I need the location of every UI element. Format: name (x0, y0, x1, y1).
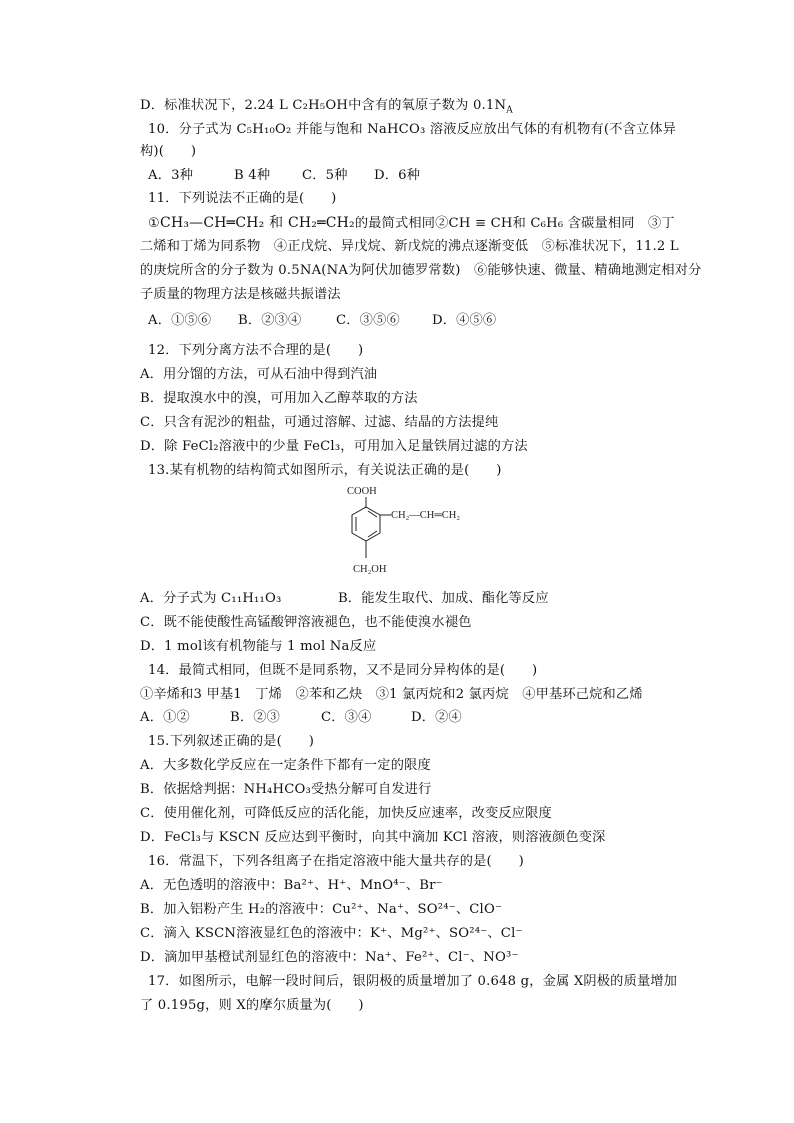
q16-option-d: D．滴加甲基橙试剂显红色的溶液中：Na⁺、Fe²⁺、Cl⁻、NO³⁻ (140, 950, 519, 965)
q14-stem: 14．最简式相同，但既不是同系物，又不是同分异构体的是( ) (148, 663, 538, 678)
q14-items: ①辛烯和3 甲基1 丁烯 ②苯和乙炔 ③1 氯丙烷和2 氯丙烷 ④甲基环己烷和乙烯 (140, 687, 643, 702)
q15-option-d: D．FeCl₃与 KSCN 反应达到平衡时，向其中滴加 KCl 溶液，则溶液颜色变深 (140, 830, 606, 845)
q13-option-a: A．分子式为 C₁₁H₁₁O₃ (140, 591, 282, 606)
q10-stem-line1: 10．分子式为 C₅H₁₀O₂ 并能与饱和 NaHCO₃ 溶液反应放出气体的有机物有(不含立体异 (148, 122, 677, 137)
q9-option-d: D．标准状况下，2.24 L C₂H₅OH中含有的氧原子数为 $0.1N_A$ (140, 98, 513, 116)
q16-option-a: A．无色透明的溶液中：Ba²⁺、H⁺、MnO⁴⁻、Br⁻ (140, 878, 443, 893)
q16-option-b: B．加入铝粉产生 H₂的溶液中：Cu²⁺、Na⁺、SO²⁴⁻、ClO⁻ (140, 902, 503, 917)
q15-option-a: A．大多数化学反应在一定条件下都有一定的限度 (140, 758, 431, 773)
q10-option-b: B 4种 (234, 168, 271, 183)
q13-stem: 13.某有机物的结构简式如图所示，有关说法正确的是( ) (148, 463, 502, 478)
ring-double-bond-3 (368, 531, 377, 537)
q11-stem: 11．下列说法不正确的是( ) (148, 191, 337, 206)
hydroxymethyl-group-label: CH₂OH (353, 564, 387, 575)
q14-option-c: C．③④ (321, 710, 372, 725)
q10-option-d: D．6种 (374, 168, 421, 183)
q13-option-b: B．能发生取代、加成、酯化等反应 (338, 591, 549, 606)
q13-options-row1 (140, 588, 549, 610)
q10-stem-line2: 构)( ) (140, 144, 197, 159)
q13-option-c: C．既不能使酸性高锰酸钾溶液褪色，也不能使溴水褪色 (140, 615, 472, 630)
q11-option-d: D．④⑤⑥ (432, 313, 497, 328)
q12-option-b: B．提取溴水中的溴，可用加入乙醇萃取的方法 (140, 391, 418, 406)
q11-option-b: B．②③④ (238, 313, 302, 328)
carboxyl-group-label: COOH (347, 486, 377, 497)
q11-item-line2: 二烯和丁烯为同系物 ④正戊烷、异戊烷、新戊烷的沸点逐渐变低 ⑤标准状况下，11.2 L (140, 239, 679, 254)
q16-stem: 16．常温下，下列各组离子在指定溶液中能大量共存的是( ) (148, 854, 524, 869)
q14-option-d: D．②④ (411, 710, 462, 725)
q13-option-d: D．1 mol该有机物能与 1 mol Na反应 (140, 639, 377, 654)
q15-option-c: C．使用催化剂，可降低反应的活化能，加快反应速率，改变反应限度 (140, 806, 552, 821)
q10-option-a: A．3种 (148, 168, 194, 183)
q12-stem: 12．下列分离方法不合理的是( ) (148, 343, 364, 358)
q12-option-d: D．除 FeCl₂溶液中的少量 FeCl₃，可用加入足量铁屑过滤的方法 (140, 439, 528, 454)
q14-options (140, 707, 462, 729)
q11-option-c: C．③⑤⑥ (336, 313, 400, 328)
q17-stem-line2: 了 0.195g，则 X的摩尔质量为( ) (140, 998, 364, 1013)
q15-option-b: B．依据焓判据：NH₄HCO₃受热分解可自发进行 (140, 782, 432, 797)
q11-item-line4: 子质量的物理方法是核磁共振谱法 (140, 287, 341, 302)
q11-options (148, 310, 496, 332)
q16-option-c: C．滴入 KSCN溶液显红色的溶液中：K⁺、Mg²⁺、SO²⁴⁻、Cl⁻ (140, 926, 523, 941)
q15-stem: 15.下列叙述正确的是( ) (148, 734, 315, 749)
q11-option-a: A．①⑤⑥ (148, 313, 212, 328)
q10-option-c: C．5种 (302, 168, 348, 183)
q13-structure-diagram (343, 480, 483, 582)
q12-option-c: C．只含有泥沙的粗盐，可通过溶解、过滤、结晶的方法提纯 (140, 415, 499, 430)
q17-stem-line1: 17．如图所示，电解一段时间后，银阴极的质量增加了 0.648 g，金属 X阴极的质量增加 (148, 974, 678, 989)
q11-item-line1: ①CH₃—CH═CH₂ 和 CH₂═CH₂的最简式相同②CH ≡ CH和 C₆H₆ 含碳量相同 ③丁 (148, 215, 675, 231)
ring-double-bond-2 (368, 511, 377, 517)
q14-option-a: A．①② (140, 710, 190, 725)
q14-option-b: B．②③ (230, 710, 281, 725)
allyl-group-label: CH₂—CH═CH₂ (391, 510, 461, 521)
q11-formula: CH₃—CH═CH₂ 和 CH₂═CH₂ (160, 215, 355, 231)
q12-option-a: A．用分馏的方法，可从石油中得到汽油 (140, 367, 378, 382)
q10-options (148, 165, 420, 187)
q11-item-line3: 的庚烷所含的分子数为 0.5NA(NA为阿伏加德罗常数) ⑥能够快速、微量、精确地测定相对分 (140, 263, 702, 278)
